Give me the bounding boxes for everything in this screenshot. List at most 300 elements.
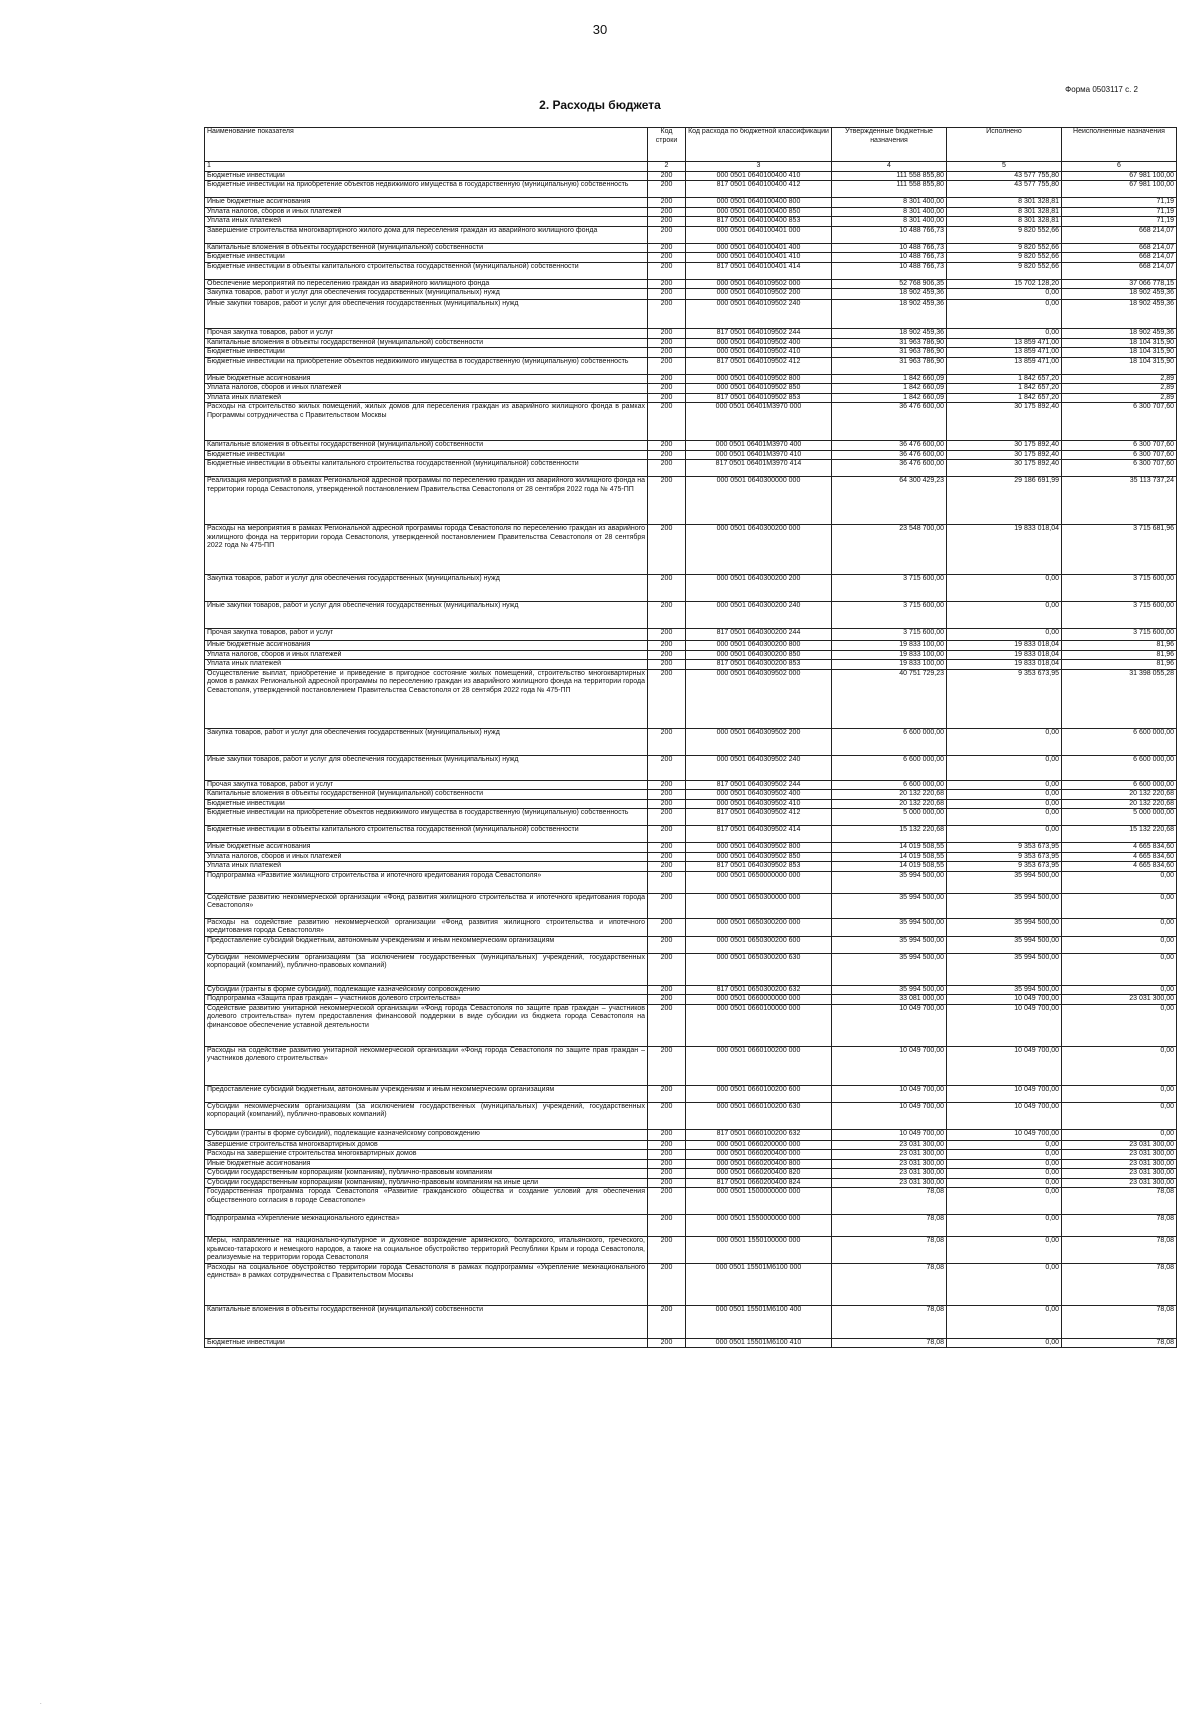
row-executed: 10 049 700,00	[947, 995, 1062, 1005]
row-remaining: 6 300 707,60	[1062, 403, 1177, 441]
row-name: Капитальные вложения в объекты государственной (муниципальной) собственности	[205, 441, 648, 451]
row-executed: 0,00	[947, 602, 1062, 629]
row-remaining: 71,19	[1062, 217, 1177, 227]
row-name: Подпрограмма «Укрепление межнационального единства»	[205, 1215, 648, 1237]
header-name: Наименование показателя	[205, 128, 648, 162]
row-name: Иные закупки товаров, работ и услуг для обеспечения государственных (муниципальных) нужд	[205, 300, 648, 329]
row-executed: 1 842 657,20	[947, 393, 1062, 403]
row-classification-code: 000 0501 15501M6100 400	[686, 1305, 832, 1338]
row-remaining: 0,00	[1062, 893, 1177, 918]
row-executed: 0,00	[947, 1178, 1062, 1188]
header-executed: Исполнено	[947, 128, 1062, 162]
row-remaining: 0,00	[1062, 1102, 1177, 1129]
row-remaining: 78,08	[1062, 1263, 1177, 1305]
row-remaining: 6 600 000,00	[1062, 780, 1177, 790]
row-name: Содействие развитию некоммерческой организации «Фонд развития жилищного строительства и ипотечного кредитования города Севастополя»	[205, 893, 648, 918]
row-classification-code: 817 0501 0640309502 853	[686, 862, 832, 872]
row-remaining: 0,00	[1062, 985, 1177, 995]
row-remaining: 6 600 000,00	[1062, 728, 1177, 755]
row-name: Бюджетные инвестиции	[205, 348, 648, 358]
row-remaining: 18 902 459,36	[1062, 300, 1177, 329]
row-remaining: 4 665 834,60	[1062, 852, 1177, 862]
row-remaining: 668 214,07	[1062, 262, 1177, 279]
row-remaining: 2,89	[1062, 384, 1177, 394]
table-row	[205, 799, 1177, 809]
row-line-code: 200	[648, 171, 686, 181]
row-name: Закупка товаров, работ и услуг для обеспечения государственных (муниципальных) нужд	[205, 289, 648, 300]
row-line-code: 200	[648, 1150, 686, 1160]
row-name: Иные бюджетные ассигнования	[205, 198, 648, 208]
table-row	[205, 809, 1177, 826]
row-approved: 31 963 786,90	[832, 348, 947, 358]
row-classification-code: 817 0501 0640309502 244	[686, 780, 832, 790]
table-row	[205, 1305, 1177, 1338]
row-name: Предоставление субсидий бюджетным, автономным учреждениям и иным некоммерческим организациям	[205, 936, 648, 953]
table-row	[205, 1085, 1177, 1102]
row-approved: 23 031 300,00	[832, 1178, 947, 1188]
row-classification-code: 000 0501 0640300200 200	[686, 575, 832, 602]
table-row	[205, 525, 1177, 575]
row-remaining: 18 104 315,90	[1062, 338, 1177, 348]
row-remaining: 3 715 600,00	[1062, 575, 1177, 602]
page-number: 30	[592, 22, 608, 37]
row-remaining: 6 300 707,60	[1062, 450, 1177, 460]
row-line-code: 200	[648, 1085, 686, 1102]
row-remaining: 78,08	[1062, 1215, 1177, 1237]
row-approved: 18 902 459,36	[832, 329, 947, 339]
row-executed: 8 301 328,81	[947, 198, 1062, 208]
row-approved: 1 842 660,09	[832, 393, 947, 403]
table-row	[205, 374, 1177, 384]
table-row	[205, 755, 1177, 780]
row-classification-code: 817 0501 0640100400 853	[686, 217, 832, 227]
row-approved: 23 031 300,00	[832, 1159, 947, 1169]
row-approved: 36 476 600,00	[832, 441, 947, 451]
row-classification-code: 817 0501 0640109502 412	[686, 357, 832, 374]
row-approved: 33 081 000,00	[832, 995, 947, 1005]
row-approved: 20 132 220,68	[832, 790, 947, 800]
row-executed: 13 859 471,00	[947, 357, 1062, 374]
row-executed: 9 353 673,95	[947, 852, 1062, 862]
row-line-code: 200	[648, 1338, 686, 1348]
row-executed: 35 994 500,00	[947, 953, 1062, 985]
table-row	[205, 669, 1177, 728]
row-classification-code: 000 0501 0640109502 200	[686, 289, 832, 300]
row-approved: 35 994 500,00	[832, 871, 947, 893]
row-line-code: 200	[648, 289, 686, 300]
row-line-code: 200	[648, 300, 686, 329]
row-name: Капитальные вложения в объекты государственной (муниципальной) собственности	[205, 1305, 648, 1338]
table-row	[205, 393, 1177, 403]
row-line-code: 200	[648, 1215, 686, 1237]
row-remaining: 18 104 315,90	[1062, 357, 1177, 374]
scan-mark: .	[40, 1700, 42, 1706]
row-executed: 9 820 552,66	[947, 253, 1062, 263]
row-classification-code: 000 0501 1550000000 000	[686, 1215, 832, 1237]
row-remaining: 31 398 055,28	[1062, 669, 1177, 728]
table-header-row	[205, 128, 1177, 162]
row-approved: 10 049 700,00	[832, 1046, 947, 1085]
row-classification-code: 817 0501 0640309502 414	[686, 826, 832, 843]
row-classification-code: 817 0501 06401M3970 414	[686, 460, 832, 477]
table-row	[205, 226, 1177, 243]
row-classification-code: 000 0501 0650000000 000	[686, 871, 832, 893]
row-executed: 0,00	[947, 1305, 1062, 1338]
row-name: Уплата иных платежей	[205, 393, 648, 403]
row-approved: 15 132 220,68	[832, 826, 947, 843]
row-remaining: 0,00	[1062, 871, 1177, 893]
row-name: Иные бюджетные ассигнования	[205, 374, 648, 384]
row-name: Бюджетные инвестиции	[205, 171, 648, 181]
row-classification-code: 000 0501 0640300200 240	[686, 602, 832, 629]
row-name: Капитальные вложения в объекты государственной (муниципальной) собственности	[205, 243, 648, 253]
row-approved: 3 715 600,00	[832, 602, 947, 629]
row-remaining: 4 665 834,60	[1062, 862, 1177, 872]
row-remaining: 6 300 707,60	[1062, 441, 1177, 451]
row-classification-code: 000 0501 0640100400 410	[686, 171, 832, 181]
row-remaining: 23 031 300,00	[1062, 1169, 1177, 1179]
table-row	[205, 1169, 1177, 1179]
row-remaining: 23 031 300,00	[1062, 1178, 1177, 1188]
row-classification-code: 000 0501 0640309502 000	[686, 669, 832, 728]
row-executed: 19 833 018,04	[947, 641, 1062, 651]
row-executed: 0,00	[947, 1237, 1062, 1264]
table-row	[205, 1046, 1177, 1085]
row-name: Субсидии некоммерческим организациям (за исключением государственных (муниципальных) учреждений, государственных корпораций (компаний), публично-правовых компаний)	[205, 953, 648, 985]
row-approved: 52 768 906,35	[832, 279, 947, 289]
row-executed: 0,00	[947, 1188, 1062, 1215]
row-executed: 0,00	[947, 1263, 1062, 1305]
row-line-code: 200	[648, 575, 686, 602]
row-remaining: 71,19	[1062, 198, 1177, 208]
table-row	[205, 780, 1177, 790]
row-executed: 0,00	[947, 1140, 1062, 1150]
table-row	[205, 1129, 1177, 1140]
row-remaining: 6 600 000,00	[1062, 755, 1177, 780]
row-name: Капитальные вложения в объекты государственной (муниципальной) собственности	[205, 790, 648, 800]
header-line-code: Код строки	[648, 128, 686, 162]
row-name: Капитальные вложения в объекты государственной (муниципальной) собственности	[205, 338, 648, 348]
row-remaining: 0,00	[1062, 953, 1177, 985]
table-row	[205, 1102, 1177, 1129]
column-number: 5	[947, 162, 1062, 172]
column-number: 3	[686, 162, 832, 172]
table-row	[205, 602, 1177, 629]
row-name: Бюджетные инвестиции	[205, 253, 648, 263]
row-line-code: 200	[648, 918, 686, 936]
row-executed: 9 820 552,66	[947, 226, 1062, 243]
row-name: Иные бюджетные ассигнования	[205, 641, 648, 651]
row-approved: 23 031 300,00	[832, 1140, 947, 1150]
row-classification-code: 000 0501 0640309502 400	[686, 790, 832, 800]
row-name: Субсидии (гранты в форме субсидий), подлежащие казначейскому сопровождению	[205, 1129, 648, 1140]
row-executed: 35 994 500,00	[947, 871, 1062, 893]
row-approved: 78,08	[832, 1237, 947, 1264]
row-name: Подпрограмма «Развитие жилищного строительства и ипотечного кредитования города Севастополя»	[205, 871, 648, 893]
row-name: Расходы на мероприятия в рамках Региональной адресной программы города Севастополя по переселению граждан из аварийного жилищного фонда на территории города Севастополя, утвержденной постановлением Правительства Севастополя от 28 сентября 2022 года № 475-ПП	[205, 525, 648, 575]
row-executed: 9 353 673,95	[947, 669, 1062, 728]
row-name: Расходы на завершение строительства многоквартирных домов	[205, 1150, 648, 1160]
row-classification-code: 000 0501 1500000000 000	[686, 1188, 832, 1215]
header-remaining: Неисполненные назначения	[1062, 128, 1177, 162]
table-row	[205, 650, 1177, 660]
table-row	[205, 253, 1177, 263]
row-name: Государственная программа города Севастополя «Развитие гражданского общества и создание условий для обеспечения общественного согласия в городе Севастополе»	[205, 1188, 648, 1215]
row-remaining: 2,89	[1062, 393, 1177, 403]
row-approved: 31 963 786,90	[832, 357, 947, 374]
row-line-code: 200	[648, 1046, 686, 1085]
row-classification-code: 000 0501 0660100000 000	[686, 1004, 832, 1046]
row-classification-code: 000 0501 0640300200 850	[686, 650, 832, 660]
row-name: Бюджетные инвестиции	[205, 1338, 648, 1348]
row-line-code: 200	[648, 198, 686, 208]
row-classification-code: 817 0501 0650300200 632	[686, 985, 832, 995]
row-approved: 8 301 400,00	[832, 207, 947, 217]
row-executed: 0,00	[947, 300, 1062, 329]
row-approved: 36 476 600,00	[832, 450, 947, 460]
row-remaining: 4 665 834,60	[1062, 843, 1177, 853]
row-executed: 30 175 892,40	[947, 403, 1062, 441]
row-line-code: 200	[648, 338, 686, 348]
row-approved: 10 488 766,73	[832, 262, 947, 279]
row-line-code: 200	[648, 843, 686, 853]
row-remaining: 668 214,07	[1062, 226, 1177, 243]
row-name: Субсидии (гранты в форме субсидий), подлежащие казначейскому сопровождению	[205, 985, 648, 995]
row-line-code: 200	[648, 384, 686, 394]
row-name: Уплата налогов, сборов и иных платежей	[205, 207, 648, 217]
row-approved: 6 600 000,00	[832, 780, 947, 790]
row-remaining: 5 000 000,00	[1062, 809, 1177, 826]
row-classification-code: 000 0501 0640309502 200	[686, 728, 832, 755]
row-line-code: 200	[648, 357, 686, 374]
row-line-code: 200	[648, 629, 686, 641]
row-remaining: 18 902 459,36	[1062, 329, 1177, 339]
row-line-code: 200	[648, 348, 686, 358]
row-classification-code: 817 0501 0640300200 853	[686, 660, 832, 670]
row-remaining: 78,08	[1062, 1188, 1177, 1215]
row-line-code: 200	[648, 1237, 686, 1264]
row-classification-code: 817 0501 0640109502 244	[686, 329, 832, 339]
row-line-code: 200	[648, 790, 686, 800]
row-approved: 35 994 500,00	[832, 985, 947, 995]
table-row	[205, 300, 1177, 329]
row-classification-code: 000 0501 0640100400 850	[686, 207, 832, 217]
row-classification-code: 000 0501 0640109502 400	[686, 338, 832, 348]
row-approved: 19 833 100,00	[832, 650, 947, 660]
row-line-code: 200	[648, 181, 686, 198]
row-classification-code: 000 0501 0640109502 800	[686, 374, 832, 384]
row-executed: 10 049 700,00	[947, 1129, 1062, 1140]
row-name: Прочая закупка товаров, работ и услуг	[205, 629, 648, 641]
row-remaining: 78,08	[1062, 1338, 1177, 1348]
row-line-code: 200	[648, 936, 686, 953]
row-name: Субсидии государственным корпорациям (компаниям), публично-правовым компаниям	[205, 1169, 648, 1179]
row-name: Завершение строительства многоквартирного жилого дома для переселения граждан из аварийного жилищного фонда	[205, 226, 648, 243]
row-line-code: 200	[648, 1305, 686, 1338]
row-name: Уплата налогов, сборов и иных платежей	[205, 384, 648, 394]
row-classification-code: 817 0501 0640309502 412	[686, 809, 832, 826]
row-approved: 78,08	[832, 1263, 947, 1305]
row-approved: 18 902 459,36	[832, 300, 947, 329]
row-approved: 8 301 400,00	[832, 217, 947, 227]
row-classification-code: 000 0501 06401M3970 000	[686, 403, 832, 441]
table-row	[205, 936, 1177, 953]
row-executed: 1 842 657,20	[947, 384, 1062, 394]
row-approved: 14 019 508,55	[832, 852, 947, 862]
row-executed: 19 833 018,04	[947, 525, 1062, 575]
table-row	[205, 1237, 1177, 1264]
table-row	[205, 477, 1177, 525]
row-executed: 9 353 673,95	[947, 843, 1062, 853]
row-name: Бюджетные инвестиции на приобретение объектов недвижимого имущества в государственную (муниципальную) собственность	[205, 809, 648, 826]
row-approved: 10 488 766,73	[832, 253, 947, 263]
row-name: Уплата налогов, сборов и иных платежей	[205, 852, 648, 862]
row-executed: 30 175 892,40	[947, 450, 1062, 460]
row-classification-code: 817 0501 0660200400 824	[686, 1178, 832, 1188]
row-executed: 0,00	[947, 289, 1062, 300]
row-executed: 9 820 552,66	[947, 262, 1062, 279]
row-remaining: 23 031 300,00	[1062, 1159, 1177, 1169]
row-name: Бюджетные инвестиции в объекты капитального строительства государственной (муниципальной) собственности	[205, 460, 648, 477]
row-line-code: 200	[648, 985, 686, 995]
row-line-code: 200	[648, 1178, 686, 1188]
row-name: Иные закупки товаров, работ и услуг для обеспечения государственных (муниципальных) нужд	[205, 755, 648, 780]
row-executed: 0,00	[947, 826, 1062, 843]
row-name: Уплата иных платежей	[205, 660, 648, 670]
row-line-code: 200	[648, 1140, 686, 1150]
budget-expenses-table	[204, 127, 1177, 1348]
row-executed: 0,00	[947, 575, 1062, 602]
row-name: Уплата иных платежей	[205, 217, 648, 227]
column-number: 1	[205, 162, 648, 172]
row-classification-code: 000 0501 0640309502 850	[686, 852, 832, 862]
row-name: Прочая закупка товаров, работ и услуг	[205, 780, 648, 790]
table-row	[205, 279, 1177, 289]
row-classification-code: 000 0501 0640100401 000	[686, 226, 832, 243]
row-remaining: 81,96	[1062, 660, 1177, 670]
row-remaining: 71,19	[1062, 207, 1177, 217]
row-name: Осуществление выплат, приобретение и приведение в пригодное состояние жилых помещений, строительство многоквартирных домов в рамках Региональной адресной программы по переселению граждан из аварийного жилищного фонда на территории города Севастополя, утвержденной постановлением Правительства Севастополя от 28 сентября 2022 года № 475-ПП	[205, 669, 648, 728]
row-approved: 3 715 600,00	[832, 629, 947, 641]
row-name: Расходы на содействие развитию некоммерческой организации «Фонд развития жилищного строительства и ипотечного кредитования города Севастополя»	[205, 918, 648, 936]
row-remaining: 0,00	[1062, 936, 1177, 953]
row-approved: 19 833 100,00	[832, 641, 947, 651]
row-classification-code: 000 0501 15501M6100 000	[686, 1263, 832, 1305]
row-remaining: 0,00	[1062, 1004, 1177, 1046]
page-title: 2. Расходы бюджета	[539, 98, 661, 112]
row-approved: 19 833 100,00	[832, 660, 947, 670]
row-classification-code: 000 0501 0640300200 800	[686, 641, 832, 651]
row-classification-code: 000 0501 0650300200 600	[686, 936, 832, 953]
row-line-code: 200	[648, 279, 686, 289]
row-classification-code: 000 0501 0660200400 820	[686, 1169, 832, 1179]
row-remaining: 3 715 600,00	[1062, 602, 1177, 629]
row-executed: 9 353 673,95	[947, 862, 1062, 872]
row-classification-code: 817 0501 0660100200 632	[686, 1129, 832, 1140]
row-classification-code: 000 0501 0640300000 000	[686, 477, 832, 525]
row-classification-code: 000 0501 1550100000 000	[686, 1237, 832, 1264]
row-classification-code: 000 0501 0640300200 000	[686, 525, 832, 575]
row-classification-code: 000 0501 0640309502 410	[686, 799, 832, 809]
row-approved: 111 558 855,80	[832, 181, 947, 198]
row-classification-code: 000 0501 0640109502 410	[686, 348, 832, 358]
row-name: Субсидии некоммерческим организациям (за исключением государственных (муниципальных) учреждений, государственных корпораций (компаний), публично-правовых компаний)	[205, 1102, 648, 1129]
row-name: Обеспечение мероприятий по переселению граждан из аварийного жилищного фонда	[205, 279, 648, 289]
row-line-code: 200	[648, 1169, 686, 1179]
row-line-code: 200	[648, 862, 686, 872]
row-approved: 6 600 000,00	[832, 728, 947, 755]
table-row	[205, 217, 1177, 227]
table-row	[205, 460, 1177, 477]
row-approved: 78,08	[832, 1215, 947, 1237]
row-line-code: 200	[648, 441, 686, 451]
row-name: Иные бюджетные ассигнования	[205, 1159, 648, 1169]
row-executed: 13 859 471,00	[947, 338, 1062, 348]
row-classification-code: 000 0501 0660100200 600	[686, 1085, 832, 1102]
row-classification-code: 000 0501 0660100200 630	[686, 1102, 832, 1129]
row-remaining: 78,08	[1062, 1237, 1177, 1264]
row-line-code: 200	[648, 262, 686, 279]
row-line-code: 200	[648, 243, 686, 253]
row-name: Меры, направленные на национально-культурное и духовное возрождение армянского, болгарского, итальянского, греческого, крымско-татарского и немецкого народов, а также на социальное обустройство территорий Республики Крым и города Севастополя, реализуемые на территории города Севастополя	[205, 1237, 648, 1264]
table-row	[205, 826, 1177, 843]
row-line-code: 200	[648, 852, 686, 862]
table-row	[205, 181, 1177, 198]
table-row	[205, 1338, 1177, 1348]
row-approved: 10 049 700,00	[832, 1004, 947, 1046]
column-number-row	[205, 162, 1177, 172]
row-line-code: 200	[648, 893, 686, 918]
table-row	[205, 575, 1177, 602]
row-line-code: 200	[648, 477, 686, 525]
row-line-code: 200	[648, 660, 686, 670]
row-approved: 1 842 660,09	[832, 374, 947, 384]
table-row	[205, 918, 1177, 936]
row-remaining: 0,00	[1062, 1129, 1177, 1140]
row-executed: 0,00	[947, 728, 1062, 755]
row-name: Уплата налогов, сборов и иных платежей	[205, 650, 648, 660]
row-line-code: 200	[648, 641, 686, 651]
table-row	[205, 1188, 1177, 1215]
table-row	[205, 1140, 1177, 1150]
row-classification-code: 817 0501 0640100401 414	[686, 262, 832, 279]
table-row	[205, 728, 1177, 755]
row-line-code: 200	[648, 871, 686, 893]
row-executed: 19 833 018,04	[947, 660, 1062, 670]
row-remaining: 81,96	[1062, 650, 1177, 660]
row-executed: 35 994 500,00	[947, 985, 1062, 995]
row-executed: 0,00	[947, 1338, 1062, 1348]
table-row	[205, 641, 1177, 651]
row-line-code: 200	[648, 253, 686, 263]
row-name: Реализация мероприятий в рамках Региональной адресной программы по переселению граждан из аварийного жилищного фонда на территории города Севастополя, утвержденной постановлением Правительства Севастополя от 28 сентября 2022 года № 475-ПП	[205, 477, 648, 525]
row-approved: 36 476 600,00	[832, 403, 947, 441]
row-line-code: 200	[648, 826, 686, 843]
row-approved: 35 994 500,00	[832, 893, 947, 918]
row-line-code: 200	[648, 602, 686, 629]
row-executed: 8 301 328,81	[947, 217, 1062, 227]
row-line-code: 200	[648, 374, 686, 384]
table-row	[205, 403, 1177, 441]
row-name: Расходы на социальное обустройство территории города Севастополя в рамках подпрограммы «Укрепление межнационального единства» в рамках сотрудничества с Правительством Москвы	[205, 1263, 648, 1305]
row-remaining: 67 981 100,00	[1062, 181, 1177, 198]
row-classification-code: 000 0501 0650300200 630	[686, 953, 832, 985]
row-executed: 10 049 700,00	[947, 1046, 1062, 1085]
table-row	[205, 843, 1177, 853]
row-line-code: 200	[648, 799, 686, 809]
row-remaining: 23 031 300,00	[1062, 995, 1177, 1005]
row-name: Предоставление субсидий бюджетным, автономным учреждениям и иным некоммерческим организациям	[205, 1085, 648, 1102]
